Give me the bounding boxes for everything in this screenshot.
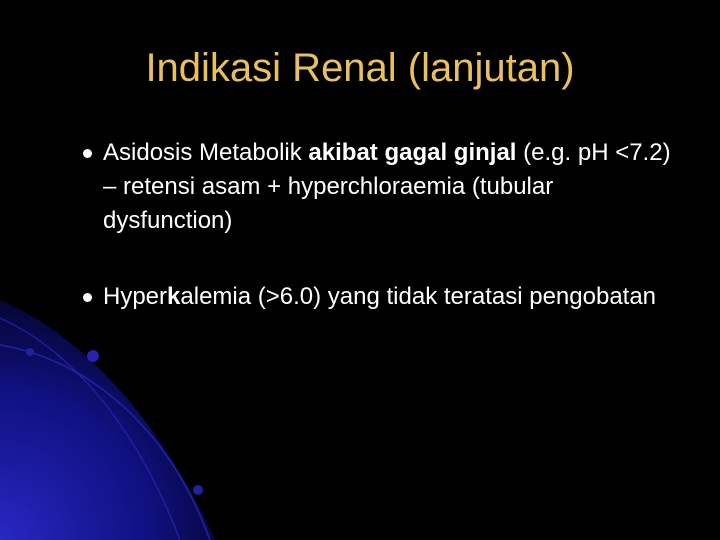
bullet-text [103, 139, 671, 234]
slide-title: Indikasi Renal (lanjutan) [145, 46, 575, 90]
bullet-text-segment: Asidosis Metabolik [103, 139, 309, 166]
arc-dot-3 [193, 485, 203, 495]
bullet-text-segment: Hyper [103, 283, 168, 310]
bullet-item [80, 136, 680, 238]
bullet-dot-icon [83, 149, 92, 158]
bullet-text-bold: akibat gagal ginjal [308, 139, 517, 166]
bullet-text-segment: (e.g. pH <7.2) – retensi asam + hyperchloraemia (tubular dysfunction) [103, 139, 671, 234]
bullet-text [103, 283, 656, 310]
arc-dot-2 [87, 350, 99, 362]
bullet-text-bold: k [167, 283, 181, 310]
arc-dot-1 [26, 348, 34, 356]
bullet-dot-icon [83, 293, 92, 302]
bullet-item [80, 280, 680, 314]
bullet-text-segment: alemia (>6.0) yang tidak teratasi pengobatan [180, 283, 657, 310]
bullet-list [80, 136, 680, 314]
